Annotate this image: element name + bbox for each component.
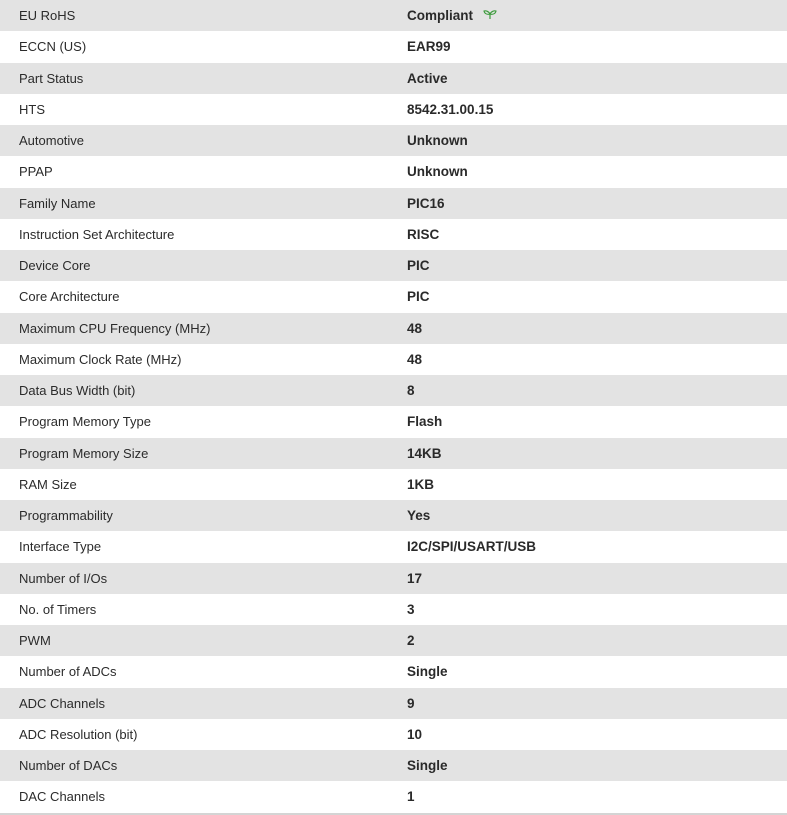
spec-value: EAR99 — [407, 39, 451, 55]
spec-label: Program Memory Size — [19, 445, 149, 461]
spec-value: 48 — [407, 351, 423, 367]
spec-label: Maximum Clock Rate (MHz) — [19, 351, 182, 367]
leaf-icon — [483, 8, 497, 23]
spec-label: Data Bus Width (bit) — [19, 383, 136, 399]
spec-value: Yes — [407, 508, 431, 524]
spec-value: Single — [407, 758, 448, 774]
spec-row — [0, 719, 787, 750]
spec-label: Interface Type — [19, 539, 102, 555]
spec-label: Number of ADCs — [19, 664, 117, 680]
spec-label: RAM Size — [19, 476, 77, 492]
spec-label: Maximum CPU Frequency (MHz) — [19, 320, 211, 336]
spec-label: No. of Timers — [19, 601, 97, 617]
spec-row — [0, 313, 787, 344]
spec-value: I2C/SPI/USART/USB — [407, 539, 537, 555]
spec-value: 1 — [407, 789, 415, 805]
spec-value: PIC — [407, 258, 430, 274]
spec-label: ECCN (US) — [19, 39, 87, 55]
spec-row — [0, 625, 787, 656]
spec-label: Programmability — [19, 508, 113, 524]
spec-label: Automotive — [19, 133, 85, 149]
spec-row — [0, 781, 787, 812]
spec-value: 3 — [407, 601, 415, 617]
spec-label: Family Name — [19, 195, 96, 211]
spec-row — [0, 375, 787, 406]
spec-value: 48 — [407, 320, 423, 336]
spec-value: PIC — [407, 289, 430, 305]
spec-value: Unknown — [407, 164, 468, 180]
spec-label: Number of DACs — [19, 758, 118, 774]
spec-row — [0, 125, 787, 156]
spec-row — [0, 344, 787, 375]
spec-value: 1KB — [407, 476, 435, 492]
spec-label: PWM — [19, 633, 51, 649]
spec-row — [0, 563, 787, 594]
spec-row — [0, 63, 787, 94]
spec-value-text: Compliant — [407, 8, 473, 24]
spec-row — [0, 500, 787, 531]
spec-row — [0, 250, 787, 281]
spec-row — [0, 156, 787, 187]
spec-label: Part Status — [19, 70, 84, 86]
spec-value: Flash — [407, 414, 443, 430]
spec-label: DAC Channels — [19, 789, 105, 805]
spec-label: HTS — [19, 101, 45, 117]
spec-label: ADC Channels — [19, 695, 105, 711]
spec-value — [407, 0, 787, 31]
spec-value: Unknown — [407, 133, 468, 149]
spec-label: Device Core — [19, 258, 91, 274]
spec-value: 17 — [407, 570, 423, 586]
spec-row — [0, 688, 787, 719]
spec-row — [0, 219, 787, 250]
spec-value: RISC — [407, 226, 440, 242]
spec-row — [0, 469, 787, 500]
spec-value: 2 — [407, 633, 415, 649]
spec-row — [0, 94, 787, 125]
spec-value: Single — [407, 664, 448, 680]
spec-row — [0, 750, 787, 781]
spec-value: 10 — [407, 726, 423, 742]
spec-row — [0, 31, 787, 62]
spec-value: 14KB — [407, 445, 442, 461]
spec-label: Core Architecture — [19, 289, 120, 305]
spec-label: PPAP — [19, 164, 53, 180]
spec-value: 8 — [407, 383, 415, 399]
spec-row — [0, 188, 787, 219]
spec-row — [0, 438, 787, 469]
spec-row — [0, 594, 787, 625]
spec-value: PIC16 — [407, 195, 445, 211]
spec-row — [0, 0, 787, 31]
spec-label: ADC Resolution (bit) — [19, 726, 138, 742]
spec-row — [0, 281, 787, 312]
spec-value: Active — [407, 70, 448, 86]
spec-row — [0, 656, 787, 687]
spec-label: Number of I/Os — [19, 570, 108, 586]
spec-row — [0, 531, 787, 562]
spec-row — [0, 406, 787, 437]
spec-label: Program Memory Type — [19, 414, 151, 430]
spec-label: EU RoHS — [19, 8, 76, 24]
spec-label: Instruction Set Architecture — [19, 226, 175, 242]
spec-value: 8542.31.00.15 — [407, 101, 494, 117]
spec-value: 9 — [407, 695, 415, 711]
